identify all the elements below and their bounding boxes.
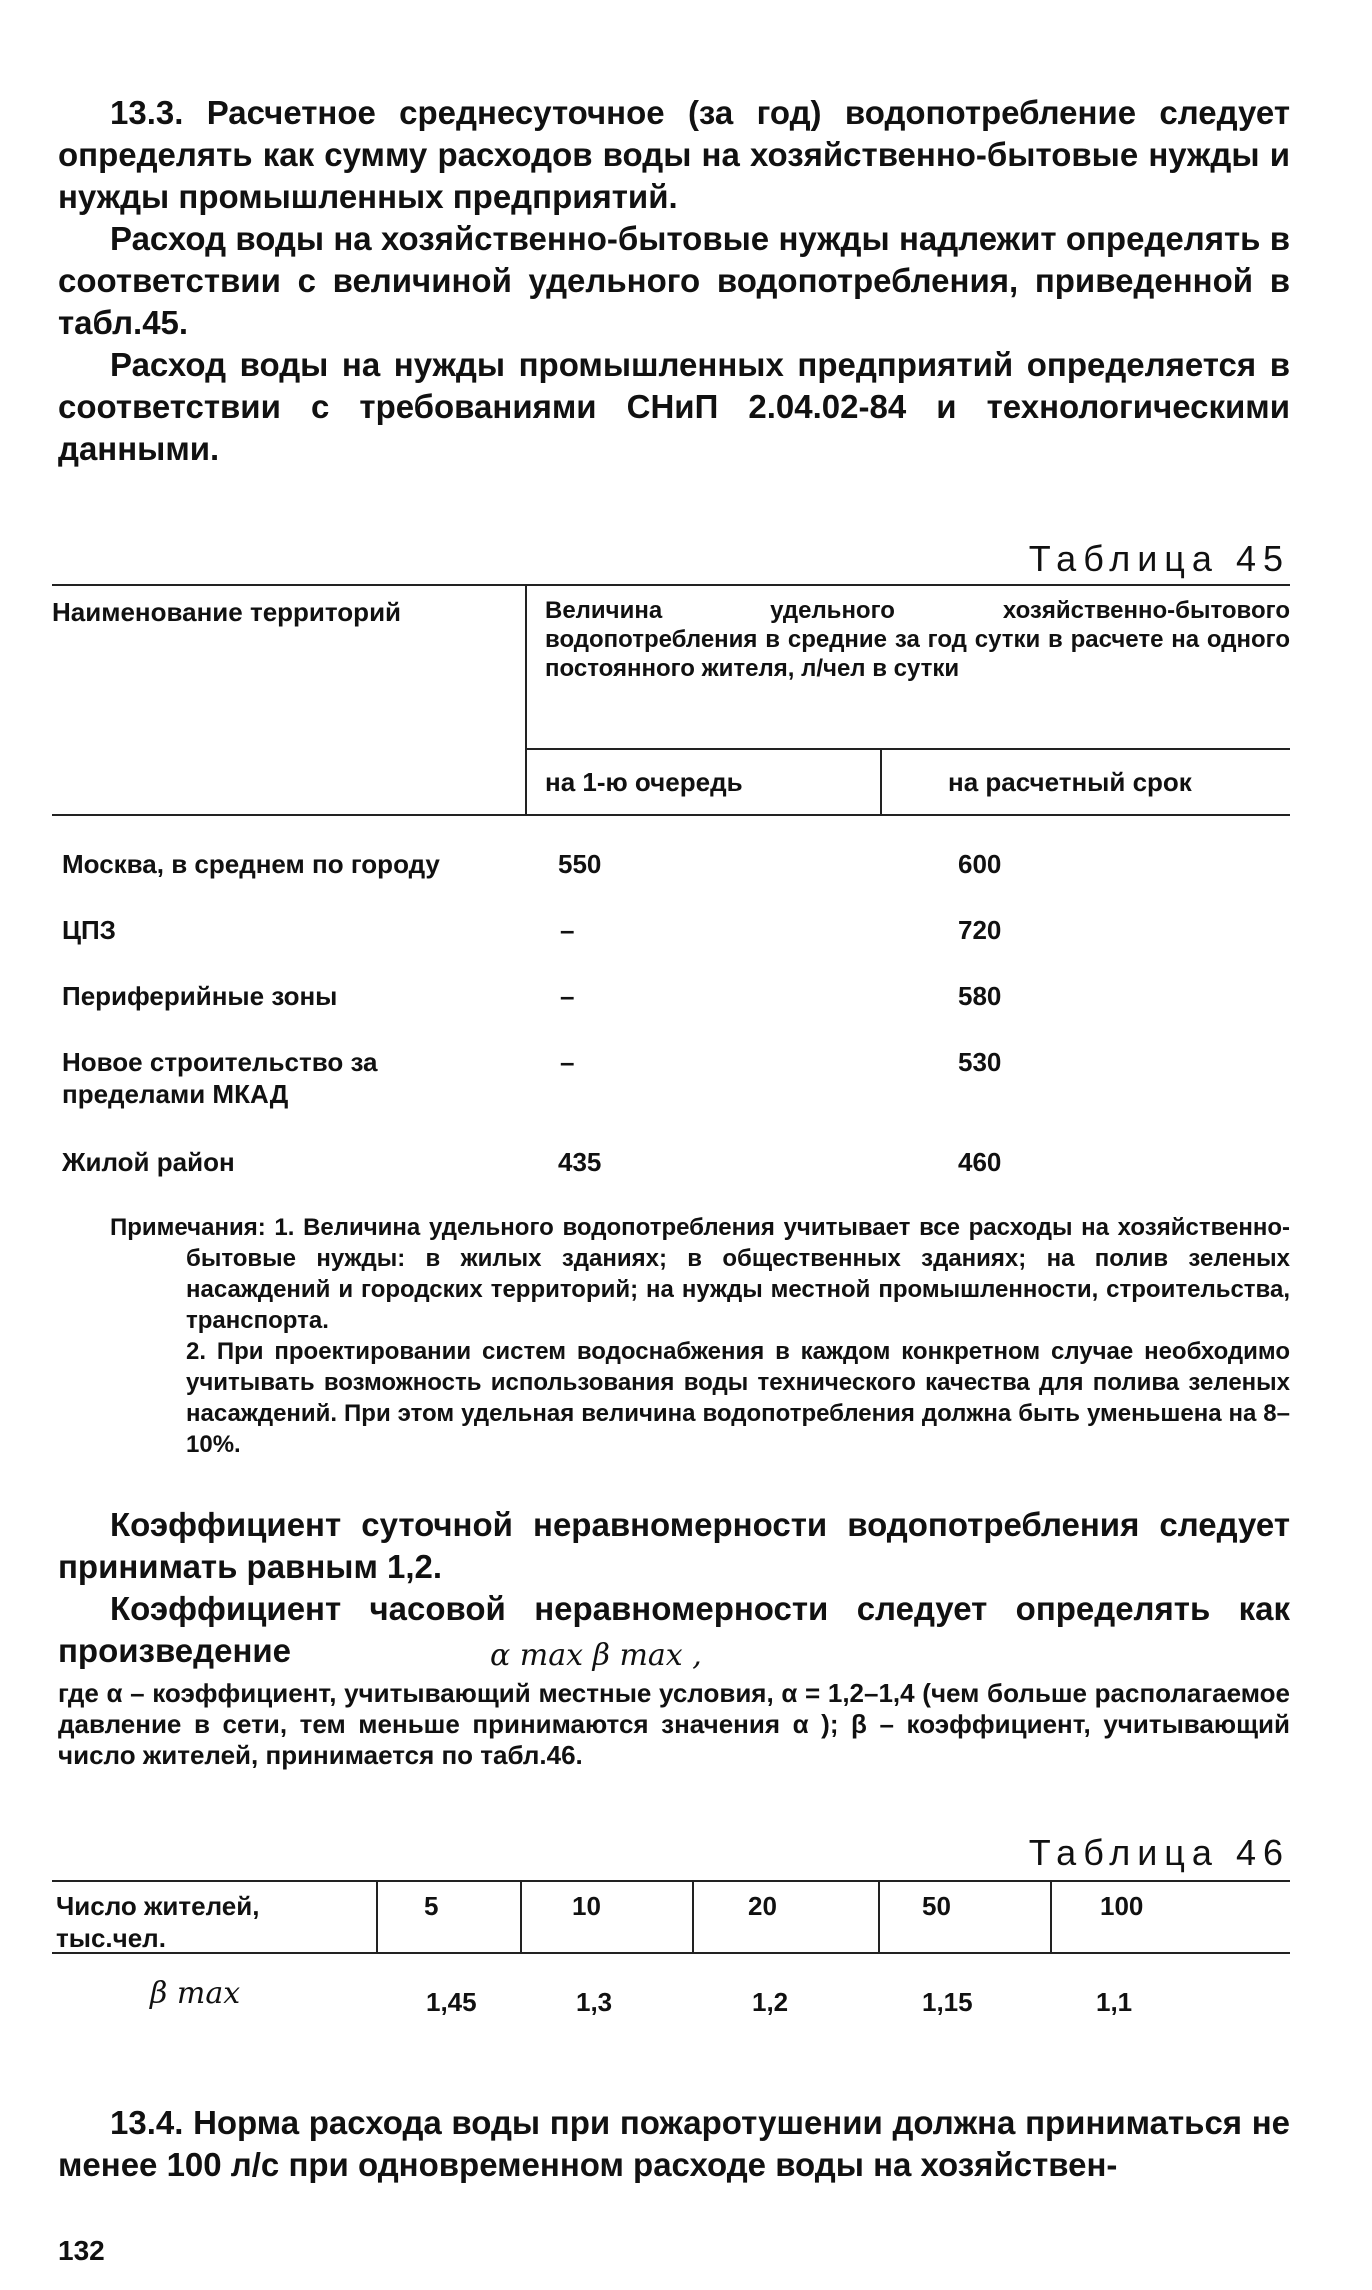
table46-header-bottom-rule (52, 1952, 1290, 1954)
paragraph-hourly-coefficient: Коэффициент часовой неравномерности следует определять как произведение (58, 1590, 1290, 1669)
table46-value: 1,15 (922, 1987, 973, 2017)
row-value-first-stage: – (560, 1047, 575, 1077)
table46-col: 50 (922, 1891, 951, 1921)
table46-col: 20 (748, 1891, 777, 1921)
table46-value: 1,2 (752, 1987, 789, 2017)
table45-title: Таблица 45 (1028, 538, 1290, 579)
table46-col: 100 (1100, 1891, 1144, 1921)
table45-top-rule (52, 584, 1290, 586)
table45-notes (110, 1212, 1290, 1460)
row-value-design-period: 600 (958, 849, 1002, 879)
table46-value: 1,45 (426, 1987, 477, 2017)
row-name: ЦПЗ (62, 915, 116, 945)
where-explanation: где α – коэффициент, учитывающий местные условия, α = 1,2–1,4 (чем больше располагаемое давление в сети, тем меньше принимаются значения α ); β – коэффициент, учитывающий число жителей, принимается по табл.46. (58, 1678, 1290, 1770)
notes-label: Примечания: (110, 1214, 266, 1241)
table46-row-header: Число жителей, тыс.чел. (56, 1891, 260, 1953)
row-name: Москва, в среднем по городу (62, 849, 440, 879)
row-value-design-period: 530 (958, 1047, 1002, 1077)
section-number: 13.3. (110, 94, 184, 131)
formula-text: α max β max , (490, 1638, 702, 1673)
row-value-design-period: 720 (958, 915, 1002, 945)
table46-title: Таблица 46 (1028, 1832, 1290, 1873)
paragraph-text: Норма расхода воды при пожаротушении должна приниматься не менее 100 л/с при одновременном расходе воды на хозяйствен- (58, 2104, 1290, 2183)
table46-top-rule (52, 1880, 1290, 1882)
paragraph-13-3 (58, 92, 1290, 218)
paragraph-text: Расчетное среднесуточное (за год) водопотребление следует определять как сумму расходов воды на хозяйственно-бытовые нужды и нужды промышленных предприятий. (58, 94, 1290, 215)
table46-value: 1,1 (1096, 1987, 1133, 2017)
section-number: 13.4. (110, 2104, 184, 2141)
table46-divider (520, 1880, 522, 1952)
paragraph-industry: Расход воды на нужды промышленных предприятий определяется в соответствии с требованиями СНиП 2.04.02-84 и технологическими данными. (58, 346, 1290, 467)
paragraph-daily-coefficient: Коэффициент суточной неравномерности водопотребления следует принимать равным 1,2. (58, 1506, 1290, 1585)
table46-col: 5 (424, 1891, 439, 1921)
table45-sub1: на 1-ю очередь (545, 767, 743, 797)
table45-col2-header: Величина удельного хозяйственно-бытового водопотребления в средние за год сутки в расчете на одного постоянного жителя, л/чел в сутки (545, 597, 1290, 682)
table46-value: 1,3 (576, 1987, 613, 2017)
paragraph-13-4 (58, 2102, 1290, 2186)
table46-divider (376, 1880, 378, 1952)
note-2: 2. При проектировании систем водоснабжения в каждом конкретном случае необходимо учитывать возможность использования воды технического качества для полива зеленых насаждений. При этом удельная величина водопотребления должна быть уменьшена на 8–10%. (186, 1338, 1290, 1458)
beta-label-text: β max (150, 1976, 241, 2011)
formula-alpha-beta (490, 1638, 702, 1673)
table45-header-bottom-rule (52, 814, 1290, 816)
table46-beta-label (150, 1976, 240, 2011)
page-number: 132 (58, 2235, 105, 2266)
table46-col: 10 (572, 1891, 601, 1921)
table46-divider (1050, 1880, 1052, 1952)
note-1 (110, 1212, 1290, 1336)
row-value-first-stage: 435 (558, 1147, 602, 1177)
row-value-design-period: 580 (958, 981, 1002, 1011)
row-name: Жилой район (62, 1147, 235, 1177)
table45-subcol-divider (880, 748, 882, 814)
row-value-first-stage: – (560, 981, 575, 1011)
table45-header-split-rule (525, 748, 1290, 750)
row-value-first-stage: – (560, 915, 575, 945)
row-value-first-stage: 550 (558, 849, 602, 879)
paragraph-household: Расход воды на хозяйственно-бытовые нужды надлежит определять в соответствии с величиной удельного водопотребления, приведенной в табл.45. (58, 220, 1290, 341)
row-name: Периферийные зоны (62, 981, 338, 1011)
table45-col1-header: Наименование территорий (52, 597, 402, 627)
table46-divider (692, 1880, 694, 1952)
table45-sub2: на расчетный срок (948, 767, 1192, 797)
table45-col-divider (525, 584, 527, 814)
row-name: Новое строительство за пределами МКАД (62, 1047, 378, 1109)
note-1-text: 1. Величина удельного водопотребления учитывает все расходы на хозяйственно-бытовые нужды: в жилых зданиях; в общественных зданиях; на полив зеленых насаждений и городских территорий; на нужды местной промышленности, строительства, транспорта. (186, 1214, 1290, 1334)
row-value-design-period: 460 (958, 1147, 1002, 1177)
table46-divider (878, 1880, 880, 1952)
